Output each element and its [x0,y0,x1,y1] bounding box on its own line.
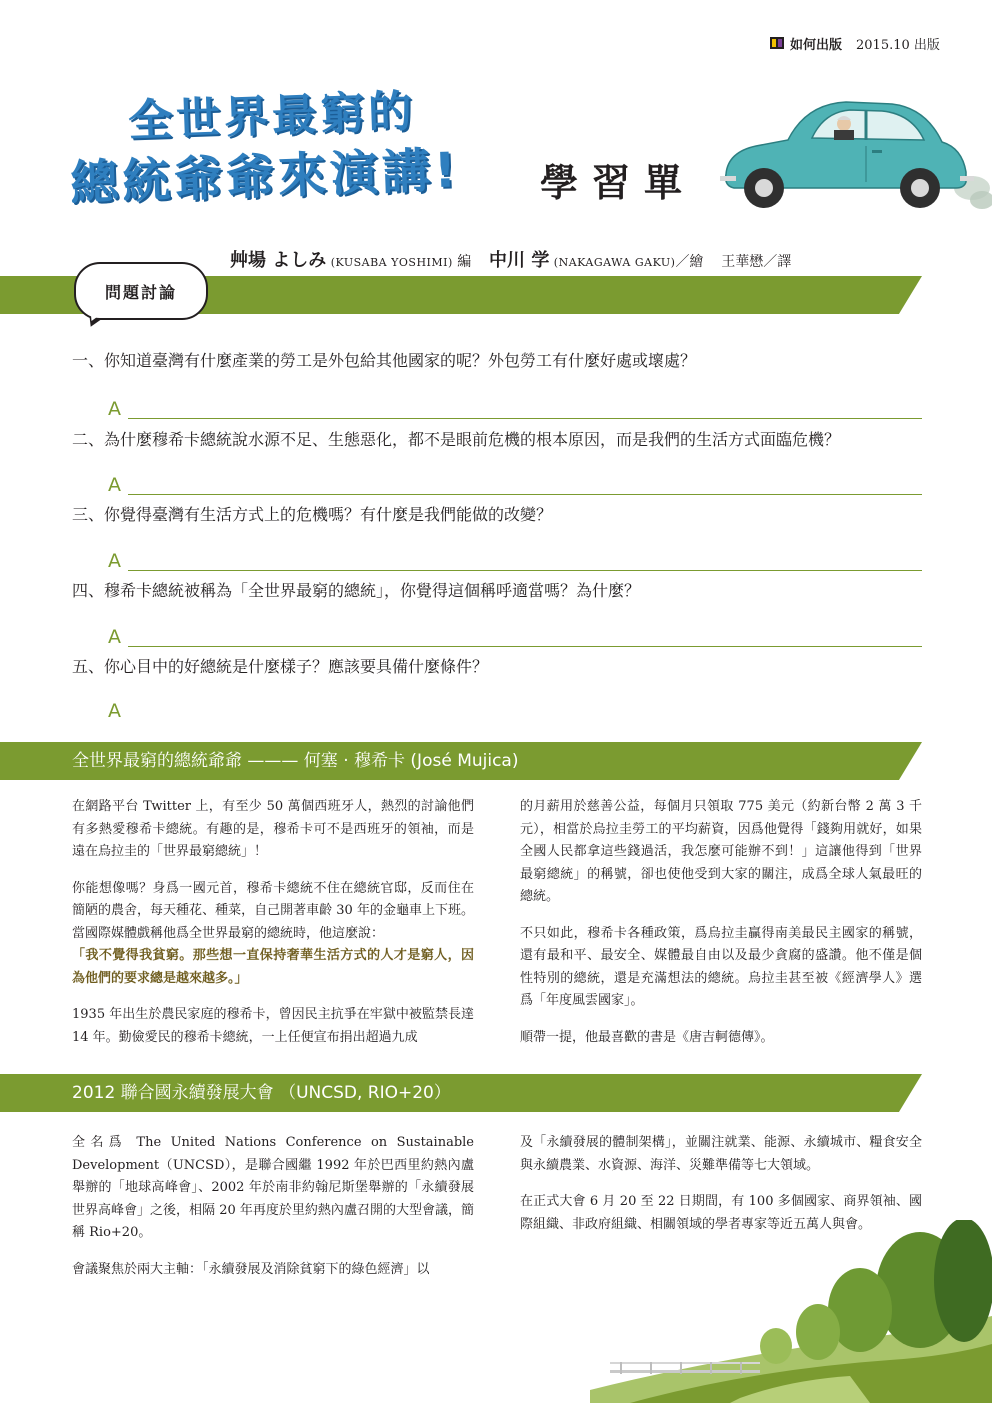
book-title-line2: 總統爺爺來演講! [69,142,461,212]
answer-line-4[interactable] [128,646,922,647]
answer-line-1[interactable] [128,418,922,419]
uncsd-paragraph: 及「永續發展的體制架構」，並關注就業、能源、永續城市、糧食安全與永續農業、水資源、海洋、災難準備等七大領域。 [520,1135,922,1173]
mujica-paragraph: 順帶一提，他最喜歡的書是《唐吉軻德傳》。 [520,1029,774,1045]
mujica-left-column [72,796,474,1063]
worksheet-label: 學習單 [540,160,697,205]
author-romaji: (KUSABA YOSHIMI) [330,256,453,269]
question-5: 五、你心目中的好總統是什麼樣子？應該要具備什麼條件？ [72,657,489,676]
mujica-paragraph: 的月薪用於慈善公益，每個月只領取 775 美元（約新台幣 2 萬 3 千元），相當於烏拉圭勞工的平均薪資，因爲他覺得「錢夠用就好，如果全國人民都拿這些錢過活，我怎麼可能辦不到！」這讓他得到「世界最窮總統」的稱號，卻也使他受到大家的關注，成爲全球人氣最旺的總統。 [520,799,922,904]
publisher-logo-icon [770,36,784,50]
uncsd-left-column [72,1132,474,1295]
question-2: 二、為什麼穆希卡總統說水源不足、生態惡化，都不是眼前危機的根本原因，而是我們的生活方式面臨危機？ [72,430,841,449]
publisher-name: 如何出版 [790,37,843,53]
answer-marker-1: A [108,398,121,420]
answer-line-2[interactable] [128,494,922,495]
illustrator-name: 中川 学 [489,250,550,271]
mujica-quote: 「我不覺得我貧窮。那些想一直保持奢華生活方式的人才是窮人，因為他們的要求總是越來越多。」 [72,948,474,986]
question-4: 四、穆希卡總統被稱為「全世界最窮的總統」，你覺得這個稱呼適當嗎？為什麼？ [72,581,641,600]
mujica-paragraph: 在網路平台 Twitter 上，有至少 50 萬個西班牙人，熱烈的討論他們有多熱愛穆希卡總統。有趣的是，穆希卡可不是西班牙的領袖，而是遠在烏拉圭的「世界最窮總統」！ [72,799,474,859]
mujica-paragraph: 1935 年出生於農民家庭的穆希卡，曾因民主抗爭在牢獄中被監禁長達 14 年。勤儉愛民的穆希卡總統，一上任便宣布捐出超過九成 [72,1007,474,1045]
mujica-right-column [520,796,922,1063]
publisher-date: 2015.10 出版 [856,37,940,53]
question-3: 三、你覺得臺灣有生活方式上的危機嗎？有什麼是我們能做的改變？ [72,505,553,524]
publisher [770,32,970,54]
discussion-speech-bubble: 問題討論 [74,262,208,320]
answer-marker-2: A [108,474,121,496]
mujica-paragraph: 不只如此，穆希卡各種政策，爲烏拉圭贏得南美最民主國家的稱號，還有最和平、最安全、媒體最自由以及最少貪腐的盛讚。他不僅是個性特別的總統，還是充滿想法的總統。烏拉圭甚至被《經濟學人》選爲「年度風雲國家」。 [520,925,922,1008]
uncsd-paragraph: 會議聚焦於兩大主軸：「永續發展及消除貧窮下的綠色經濟」以 [72,1261,430,1277]
book-title-line1: 全世界最窮的 [127,85,417,148]
credits-line [230,246,791,272]
translator-name: 王華懋 [721,254,764,270]
translator-role: ／譯 [763,254,792,270]
car-illustration [716,96,992,216]
answer-line-3[interactable] [128,570,922,571]
author-name: 艸場 よしみ [230,250,327,271]
answer-marker-3: A [108,550,121,572]
landscape-illustration [590,1220,992,1403]
author-role: 編 [457,254,472,270]
mujica-section-title: 全世界最窮的總統爺爺 ——— 何塞 · 穆希卡 (José Mujica) [72,751,519,771]
uncsd-paragraph: 全名爲 The United Nations Conference on Sustainable Development（UNCSD），是聯合國繼 1992 年於巴西里約熱內盧舉辦的「地球高峰會」、2002 年於南非約翰尼斯堡舉辦的「永續發展世界高峰會」之後，相隔 20 年再度於里約熱內盧召開的大型會議，簡稱 Rio+20。 [72,1135,474,1240]
illustrator-role: ／繪 [675,254,704,270]
question-1: 一、你知道臺灣有什麼產業的勞工是外包給其他國家的呢？外包勞工有什麼好處或壞處？ [72,351,697,370]
uncsd-section-title: 2012 聯合國永續發展大會 （UNCSD, RIO+20） [72,1083,451,1103]
mujica-paragraph: 你能想像嗎？身爲一國元首，穆希卡總統不住在總統官邸，反而住在簡陋的農舍，每天種花、種菜，自己開著車齡 30 年的金龜車上下班。當國際媒體戲稱他爲全世界最窮的總統時，他這麼說： [72,880,474,941]
illustrator-romaji: (NAKAGAWA GAKU) [553,256,676,269]
answer-marker-4: A [108,626,121,648]
answer-marker-5: A [108,700,121,722]
uncsd-paragraph: 在正式大會 6 月 20 至 22 日期間，有 100 多個國家、商界領袖、國際組織、非政府組織、相關領域的學者專家等近五萬人與會。 [520,1194,922,1232]
